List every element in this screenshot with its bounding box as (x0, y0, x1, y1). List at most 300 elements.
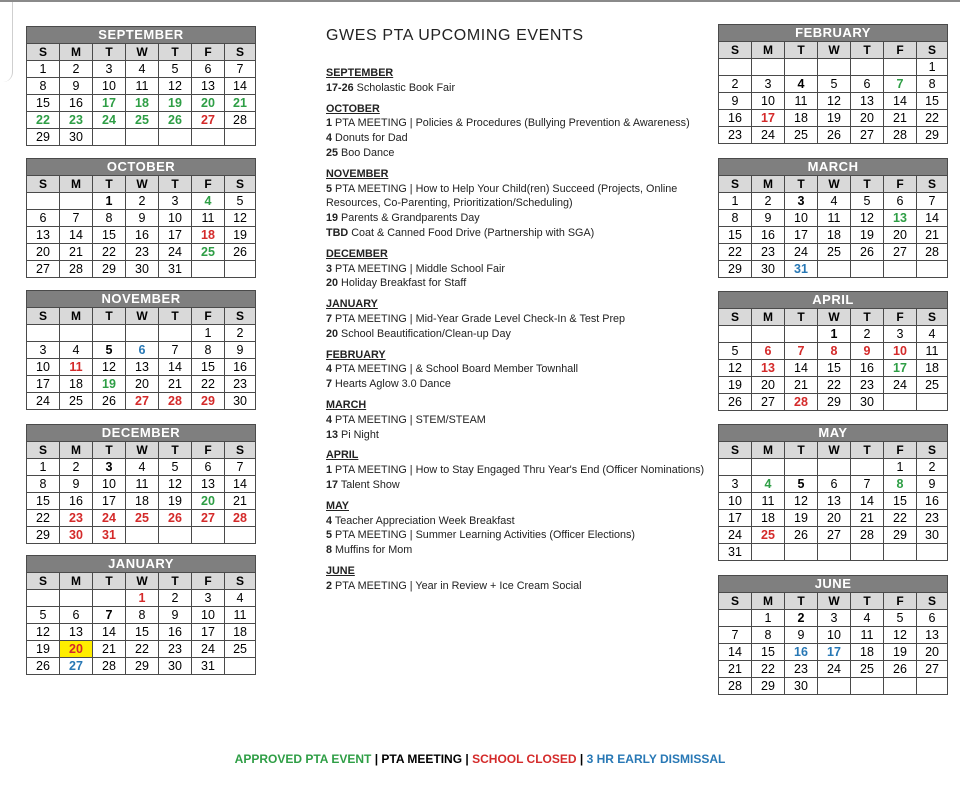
calendar-day-cell: 19 (785, 510, 818, 527)
day-of-week-header: F (192, 44, 225, 61)
calendar-day-cell: 2 (752, 193, 785, 210)
calendar-day-cell: 8 (818, 343, 851, 360)
day-of-week-header: F (192, 176, 225, 193)
calendar-day-cell: 11 (225, 607, 256, 624)
calendar-day-cell: 18 (126, 95, 159, 112)
calendar-empty-cell (884, 59, 917, 76)
calendar-day-cell: 20 (884, 227, 917, 244)
calendar-week-row (27, 78, 256, 95)
event-date: 5 (326, 182, 333, 195)
calendar-day-cell: 15 (752, 644, 785, 661)
event-section-december (326, 247, 706, 291)
calendar-day-cell: 21 (60, 244, 93, 261)
calendar-empty-cell (225, 129, 256, 146)
calendar-day-cell: 11 (192, 210, 225, 227)
calendar-day-cell: 8 (884, 476, 917, 493)
calendar-day-cell: 1 (752, 610, 785, 627)
calendar-day-cell: 16 (60, 95, 93, 112)
calendar-empty-cell (719, 326, 752, 343)
calendar-empty-cell (93, 590, 126, 607)
day-of-week-header: S (225, 573, 256, 590)
calendar-day-cell: 24 (818, 661, 851, 678)
calendar-empty-cell (884, 544, 917, 561)
calendar-day-cell: 29 (93, 261, 126, 278)
day-of-week-header: S (27, 44, 60, 61)
calendar-week-row (27, 61, 256, 78)
event-section-february (326, 348, 706, 392)
event-text: Hearts Aglow 3.0 Dance (335, 378, 451, 391)
calendar-day-cell: 22 (192, 376, 225, 393)
calendar-week-row (719, 493, 948, 510)
calendar-day-cell: 31 (93, 527, 126, 544)
calendar-day-cell: 7 (719, 627, 752, 644)
calendar-day-cell: 9 (60, 78, 93, 95)
calendar-day-cell: 7 (225, 459, 256, 476)
calendar-day-cell: 16 (917, 493, 948, 510)
calendar-day-cell: 7 (884, 76, 917, 93)
calendar-day-cell: 1 (192, 325, 225, 342)
day-of-week-header: T (851, 42, 884, 59)
calendar-day-cell: 19 (93, 376, 126, 393)
calendar-week-row (27, 129, 256, 146)
calendar-month-title: JUNE (719, 576, 948, 593)
calendar-day-cell: 13 (27, 227, 60, 244)
calendar-day-cell: 8 (27, 476, 60, 493)
calendar-day-cell: 23 (60, 112, 93, 129)
calendar-day-cell: 20 (60, 641, 93, 658)
calendar-november (26, 290, 256, 410)
calendar-day-cell: 12 (93, 359, 126, 376)
day-of-week-header: W (818, 176, 851, 193)
events-list (326, 66, 706, 600)
calendar-day-cell: 28 (884, 127, 917, 144)
day-of-week-header: T (785, 42, 818, 59)
calendar-day-cell: 9 (126, 210, 159, 227)
calendar-day-cell: 2 (60, 459, 93, 476)
calendar-day-cell: 24 (93, 112, 126, 129)
calendar-day-cell: 2 (851, 326, 884, 343)
calendar-day-cell: 11 (126, 476, 159, 493)
calendar-week-row (719, 459, 948, 476)
calendar-day-cell: 28 (785, 394, 818, 411)
calendar-day-cell: 22 (884, 510, 917, 527)
calendar-week-row (719, 627, 948, 644)
calendar-day-cell: 5 (719, 343, 752, 360)
calendar-day-cell: 15 (818, 360, 851, 377)
calendar-day-cell: 4 (818, 193, 851, 210)
calendar-day-cell: 10 (93, 476, 126, 493)
day-of-week-header: F (192, 573, 225, 590)
calendar-day-cell: 3 (785, 193, 818, 210)
calendar-december (26, 424, 256, 544)
day-of-week-header: T (785, 309, 818, 326)
event-text: PTA MEETING | Year in Review + Ice Cream Social (335, 579, 582, 592)
calendar-day-cell: 23 (785, 661, 818, 678)
calendar-day-cell: 11 (126, 78, 159, 95)
calendar-day-cell: 26 (159, 510, 192, 527)
event-date: 25 (326, 146, 339, 159)
calendar-day-cell: 7 (159, 342, 192, 359)
event-date: 17-26 (326, 81, 354, 94)
calendar-day-cell: 26 (27, 658, 60, 675)
calendar-day-cell: 16 (752, 227, 785, 244)
calendar-day-cell: 11 (818, 210, 851, 227)
event-text: PTA MEETING | Policies & Procedures (Bullying Prevention & Awareness) (335, 117, 690, 130)
calendar-day-cell: 24 (192, 641, 225, 658)
calendar-day-cell: 8 (752, 627, 785, 644)
event-month-heading: JANUARY (326, 298, 378, 311)
calendar-day-cell: 3 (752, 76, 785, 93)
calendar-day-cell: 9 (225, 342, 256, 359)
calendar-day-cell: 4 (126, 61, 159, 78)
calendar-day-cell: 28 (159, 393, 192, 410)
day-of-week-header: M (60, 176, 93, 193)
calendar-day-cell: 26 (719, 394, 752, 411)
calendar-day-cell: 24 (27, 393, 60, 410)
calendar-day-cell: 25 (917, 377, 948, 394)
calendar-day-cell: 28 (60, 261, 93, 278)
calendar-day-cell: 14 (719, 644, 752, 661)
calendar-day-cell: 22 (917, 110, 948, 127)
calendar-day-cell: 26 (159, 112, 192, 129)
calendar-day-cell: 26 (225, 244, 256, 261)
calendar-day-cell: 23 (126, 244, 159, 261)
calendar-empty-cell (93, 129, 126, 146)
event-month-heading: SEPTEMBER (326, 67, 394, 79)
calendar-day-cell: 20 (917, 644, 948, 661)
calendar-day-cell: 28 (851, 527, 884, 544)
day-of-week-header: T (785, 593, 818, 610)
day-of-week-header: W (818, 309, 851, 326)
day-of-week-header: T (93, 176, 126, 193)
event-item (326, 327, 706, 342)
calendar-day-cell: 12 (27, 624, 60, 641)
calendar-day-cell: 4 (785, 76, 818, 93)
calendar-march (718, 158, 948, 278)
calendar-week-row (27, 244, 256, 261)
calendar-week-row (719, 127, 948, 144)
page-corner (0, 2, 13, 82)
event-date: 5 (326, 529, 333, 542)
calendar-day-cell: 14 (884, 93, 917, 110)
calendar-day-cell: 28 (225, 112, 256, 129)
calendar-empty-cell (818, 544, 851, 561)
calendar-day-cell: 12 (159, 476, 192, 493)
calendar-empty-cell (818, 59, 851, 76)
calendar-month-title: APRIL (719, 292, 948, 309)
calendar-day-cell: 21 (785, 377, 818, 394)
event-item (326, 463, 706, 478)
day-of-week-header: T (785, 176, 818, 193)
calendar-day-cell: 2 (159, 590, 192, 607)
event-text: Boo Dance (341, 146, 395, 159)
calendar-day-cell: 4 (917, 326, 948, 343)
calendar-week-row (719, 678, 948, 695)
calendar-day-cell: 25 (225, 641, 256, 658)
calendar-day-cell: 13 (192, 476, 225, 493)
calendar-day-cell: 25 (752, 527, 785, 544)
calendar-day-cell: 19 (719, 377, 752, 394)
calendar-day-cell: 29 (917, 127, 948, 144)
day-of-week-header: T (159, 442, 192, 459)
calendar-empty-cell (884, 678, 917, 695)
event-text: PTA MEETING | How to Help Your Child(ren) Succeed (Projects, Online Resources, Co-Parenting, Prioritization/Scheduling) (326, 182, 678, 210)
day-of-week-header: S (917, 176, 948, 193)
event-item (326, 312, 706, 327)
calendar-day-cell: 13 (192, 78, 225, 95)
calendar-day-cell: 2 (719, 76, 752, 93)
calendar-day-cell: 7 (225, 61, 256, 78)
calendar-day-cell: 26 (818, 127, 851, 144)
event-item (326, 116, 706, 131)
calendar-day-cell: 27 (192, 112, 225, 129)
calendar-week-row (27, 342, 256, 359)
calendar-day-cell: 17 (884, 360, 917, 377)
calendar-empty-cell (785, 59, 818, 76)
day-of-week-header: M (60, 442, 93, 459)
calendar-day-cell: 10 (27, 359, 60, 376)
calendar-empty-cell (752, 459, 785, 476)
calendar-day-cell: 4 (192, 193, 225, 210)
top-rule (0, 0, 960, 2)
calendar-week-row (719, 510, 948, 527)
calendar-day-cell: 1 (93, 193, 126, 210)
calendar-week-row (719, 527, 948, 544)
calendar-day-cell: 18 (818, 227, 851, 244)
calendar-week-row (27, 527, 256, 544)
event-date: 20 (326, 277, 339, 290)
calendar-empty-cell (27, 590, 60, 607)
event-date: 2 (326, 579, 333, 592)
calendar-day-cell: 5 (818, 76, 851, 93)
calendar-day-cell: 5 (785, 476, 818, 493)
calendar-day-cell: 12 (225, 210, 256, 227)
calendar-day-cell: 3 (93, 459, 126, 476)
calendar-day-cell: 21 (851, 510, 884, 527)
calendar-empty-cell (917, 394, 948, 411)
calendar-day-cell: 3 (27, 342, 60, 359)
event-date: TBD (326, 226, 349, 239)
day-of-week-header: T (159, 44, 192, 61)
calendar-day-cell: 9 (917, 476, 948, 493)
legend (0, 752, 960, 766)
calendar-day-cell: 2 (126, 193, 159, 210)
calendar-empty-cell (851, 678, 884, 695)
calendar-day-cell: 27 (126, 393, 159, 410)
calendar-day-cell: 17 (27, 376, 60, 393)
day-of-week-header: M (752, 593, 785, 610)
calendar-day-cell: 10 (818, 627, 851, 644)
event-text: Muffins for Mom (335, 544, 413, 557)
calendar-day-cell: 12 (851, 210, 884, 227)
calendar-day-cell: 9 (60, 476, 93, 493)
calendar-day-cell: 1 (917, 59, 948, 76)
calendar-day-cell: 18 (192, 227, 225, 244)
legend-closed: SCHOOL CLOSED (472, 752, 577, 766)
event-section-may (326, 499, 706, 558)
calendar-september (26, 26, 256, 146)
calendar-empty-cell (785, 326, 818, 343)
day-of-week-header: S (225, 176, 256, 193)
calendar-day-cell: 13 (126, 359, 159, 376)
event-section-june (326, 564, 706, 594)
calendar-week-row (719, 476, 948, 493)
day-of-week-header: T (93, 442, 126, 459)
calendar-day-cell: 20 (752, 377, 785, 394)
calendar-day-cell: 1 (719, 193, 752, 210)
calendar-day-cell: 26 (851, 244, 884, 261)
calendar-day-cell: 6 (192, 61, 225, 78)
calendar-january (26, 555, 256, 675)
calendar-day-cell: 26 (884, 661, 917, 678)
event-section-january (326, 297, 706, 341)
calendar-week-row (27, 607, 256, 624)
calendar-day-cell: 18 (851, 644, 884, 661)
event-date: 13 (326, 428, 339, 441)
day-of-week-header: W (126, 308, 159, 325)
calendar-day-cell: 18 (917, 360, 948, 377)
page-title: GWES PTA UPCOMING EVENTS (326, 27, 584, 44)
calendar-day-cell: 7 (785, 343, 818, 360)
event-item (326, 543, 706, 558)
event-section-september (326, 66, 706, 96)
calendar-day-cell: 22 (719, 244, 752, 261)
calendar-day-cell: 6 (752, 343, 785, 360)
calendar-day-cell: 29 (884, 527, 917, 544)
calendar-month-title: MARCH (719, 159, 948, 176)
calendar-day-cell: 15 (192, 359, 225, 376)
calendar-day-cell: 18 (225, 624, 256, 641)
calendar-day-cell: 22 (752, 661, 785, 678)
calendar-day-cell: 14 (785, 360, 818, 377)
calendar-day-cell: 5 (225, 193, 256, 210)
calendar-day-cell: 25 (126, 510, 159, 527)
day-of-week-header: T (159, 308, 192, 325)
calendar-day-cell: 25 (60, 393, 93, 410)
day-of-week-header: W (818, 442, 851, 459)
calendar-week-row (719, 326, 948, 343)
day-of-week-header: S (719, 593, 752, 610)
calendar-day-cell: 5 (851, 193, 884, 210)
calendar-day-cell: 10 (752, 93, 785, 110)
calendar-day-cell: 2 (917, 459, 948, 476)
calendar-day-cell: 9 (851, 343, 884, 360)
calendar-week-row (27, 261, 256, 278)
day-of-week-header: S (719, 442, 752, 459)
calendar-day-cell: 19 (27, 641, 60, 658)
calendar-empty-cell (752, 544, 785, 561)
calendar-day-cell: 31 (785, 261, 818, 278)
event-date: 4 (326, 132, 333, 145)
calendar-month-title: NOVEMBER (27, 291, 256, 308)
calendar-day-cell: 15 (93, 227, 126, 244)
event-section-october (326, 102, 706, 161)
calendar-week-row (719, 544, 948, 561)
calendar-month-title: OCTOBER (27, 159, 256, 176)
calendar-day-cell: 13 (60, 624, 93, 641)
calendar-day-cell: 28 (719, 678, 752, 695)
calendar-day-cell: 15 (884, 493, 917, 510)
event-item (326, 81, 706, 96)
calendar-week-row (719, 394, 948, 411)
calendar-day-cell: 18 (752, 510, 785, 527)
event-text: PTA MEETING | & School Board Member Townhall (335, 363, 579, 376)
calendar-day-cell: 2 (60, 61, 93, 78)
calendar-empty-cell (60, 590, 93, 607)
calendar-day-cell: 30 (851, 394, 884, 411)
calendar-day-cell: 14 (851, 493, 884, 510)
calendar-day-cell: 5 (93, 342, 126, 359)
event-item (326, 211, 706, 226)
calendar-day-cell: 9 (785, 627, 818, 644)
calendar-day-cell: 30 (60, 129, 93, 146)
calendar-empty-cell (60, 193, 93, 210)
calendar-month-title: DECEMBER (27, 425, 256, 442)
calendar-day-cell: 12 (818, 93, 851, 110)
calendar-week-row (27, 393, 256, 410)
calendar-week-row (719, 343, 948, 360)
calendar-day-cell: 20 (192, 493, 225, 510)
calendar-empty-cell (192, 261, 225, 278)
calendar-day-cell: 27 (917, 661, 948, 678)
calendar-day-cell: 24 (93, 510, 126, 527)
calendar-empty-cell (851, 459, 884, 476)
day-of-week-header: S (719, 309, 752, 326)
calendar-day-cell: 6 (192, 459, 225, 476)
day-of-week-header: S (917, 42, 948, 59)
event-item (326, 362, 706, 377)
calendar-day-cell: 14 (93, 624, 126, 641)
calendar-week-row (719, 360, 948, 377)
calendar-week-row (27, 641, 256, 658)
event-item (326, 528, 706, 543)
calendar-day-cell: 25 (785, 127, 818, 144)
calendar-empty-cell (60, 325, 93, 342)
calendar-empty-cell (719, 610, 752, 627)
calendar-empty-cell (126, 129, 159, 146)
calendar-day-cell: 1 (126, 590, 159, 607)
day-of-week-header: W (126, 573, 159, 590)
day-of-week-header: W (126, 176, 159, 193)
event-month-heading: DECEMBER (326, 247, 388, 260)
calendar-day-cell: 20 (851, 110, 884, 127)
calendar-day-cell: 23 (719, 127, 752, 144)
calendar-day-cell: 29 (752, 678, 785, 695)
calendar-day-cell: 21 (159, 376, 192, 393)
calendar-week-row (27, 493, 256, 510)
calendar-day-cell: 17 (785, 227, 818, 244)
event-item (326, 182, 706, 212)
calendar-day-cell: 22 (93, 244, 126, 261)
day-of-week-header: T (93, 308, 126, 325)
calendar-day-cell: 1 (884, 459, 917, 476)
calendar-empty-cell (126, 527, 159, 544)
calendar-week-row (719, 610, 948, 627)
calendar-day-cell: 8 (27, 78, 60, 95)
calendar-day-cell: 10 (93, 78, 126, 95)
calendar-day-cell: 30 (159, 658, 192, 675)
day-of-week-header: F (884, 176, 917, 193)
calendar-day-cell: 30 (917, 527, 948, 544)
calendar-empty-cell (27, 193, 60, 210)
calendar-day-cell: 21 (917, 227, 948, 244)
calendar-empty-cell (917, 678, 948, 695)
calendar-day-cell: 16 (225, 359, 256, 376)
calendar-month-title: FEBRUARY (719, 25, 948, 42)
day-of-week-header: S (27, 308, 60, 325)
calendar-day-cell: 22 (818, 377, 851, 394)
calendar-day-cell: 23 (159, 641, 192, 658)
